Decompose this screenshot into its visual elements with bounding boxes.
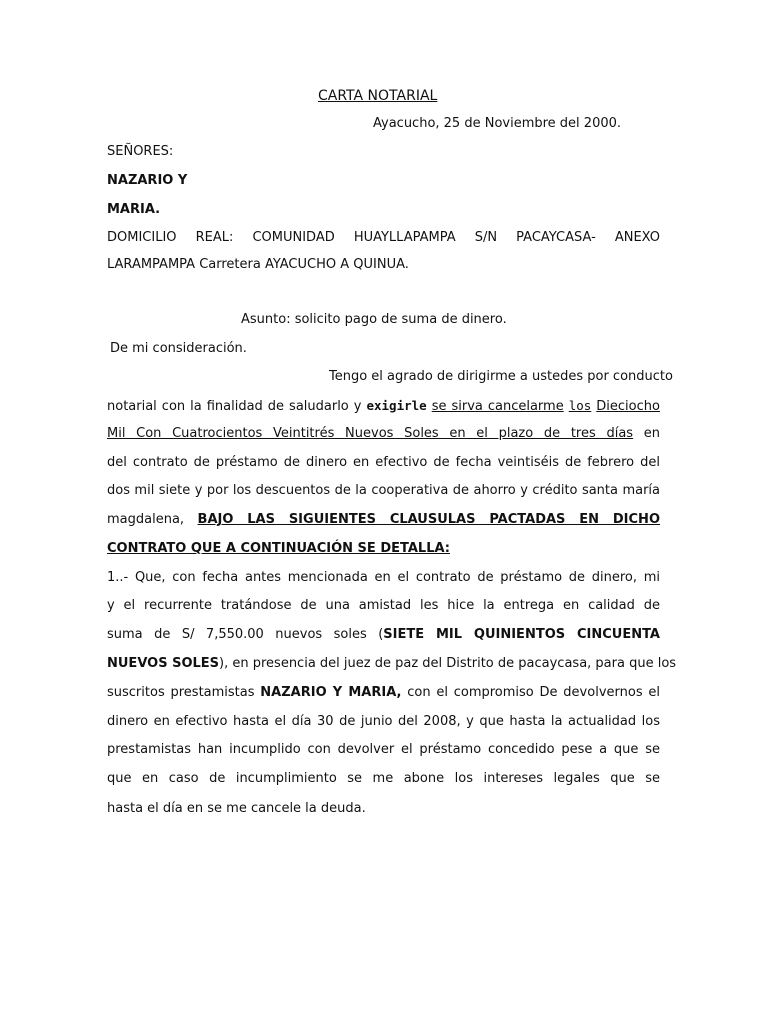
address-line-1: DOMICILIO REAL: COMUNIDAD HUAYLLAPAMPA S/N PACAYCASA- ANEXO	[107, 230, 660, 245]
clause-1-line-6: dinero en efectivo hasta el día 30 de junio del 2008, y que hasta la actualidad los	[107, 714, 660, 729]
clause-1-line-5: suscritos prestamistas NAZARIO Y MARIA, con el compromiso De devolvernos el	[107, 685, 660, 700]
clause-1-line-9: hasta el día en se me cancele la deuda.	[107, 801, 366, 816]
body-p1-line-3: Mil Con Cuatrocientos Veintitrés Nuevos Soles en el plazo de tres días en	[107, 426, 660, 441]
body-p1-line-1: Tengo el agrado de dirigirme a ustedes por conducto	[329, 369, 673, 384]
body-p1-line-7: CONTRATO QUE A CONTINUACIÓN SE DETALLA:	[107, 541, 450, 556]
body-p1-line-2: notarial con la finalidad de saludarlo y exigirle se sirva cancelarme los Dieciocho	[107, 398, 660, 414]
body-p1-line-6: magdalena, BAJO LAS SIGUIENTES CLAUSULAS PACTADAS EN DICHO	[107, 512, 660, 527]
clause-1-line-7: prestamistas han incumplido con devolver el préstamo concedido pese a que se	[107, 742, 660, 757]
clause-1-line-3: suma de S/ 7,550.00 nuevos soles (SIETE MIL QUINIENTOS CINCUENTA	[107, 627, 660, 642]
salutation: SEÑORES:	[107, 144, 174, 159]
body-p1-line-4: del contrato de préstamo de dinero en efectivo de fecha veintiséis de febrero del	[107, 455, 660, 470]
clause-1-line-2: y el recurrente tratándose de una amistad les hice la entrega en calidad de	[107, 598, 660, 613]
recipient-line-2: MARIA.	[107, 202, 161, 217]
body-p1-line-5: dos mil siete y por los descuentos de la cooperativa de ahorro y crédito santa maría	[107, 483, 660, 498]
clause-1-line-4: NUEVOS SOLES), en presencia del juez de paz del Distrito de pacaycasa, para que los	[107, 656, 677, 671]
clause-1-line-8: que en caso de incumplimiento se me abone los intereses legales que se	[107, 771, 660, 786]
clause-1-line-1: 1..- Que, con fecha antes mencionada en el contrato de préstamo de dinero, mi	[107, 570, 660, 585]
greeting: De mi consideración.	[110, 341, 247, 356]
letter-title: CARTA NOTARIAL	[318, 88, 438, 104]
place-date: Ayacucho, 25 de Noviembre del 2000.	[373, 116, 622, 131]
subject-line: Asunto: solicito pago de suma de dinero.	[241, 312, 507, 327]
recipient-line-1: NAZARIO Y	[107, 173, 188, 188]
address-line-2: LARAMPAMPA Carretera AYACUCHO A QUINUA.	[107, 257, 409, 272]
